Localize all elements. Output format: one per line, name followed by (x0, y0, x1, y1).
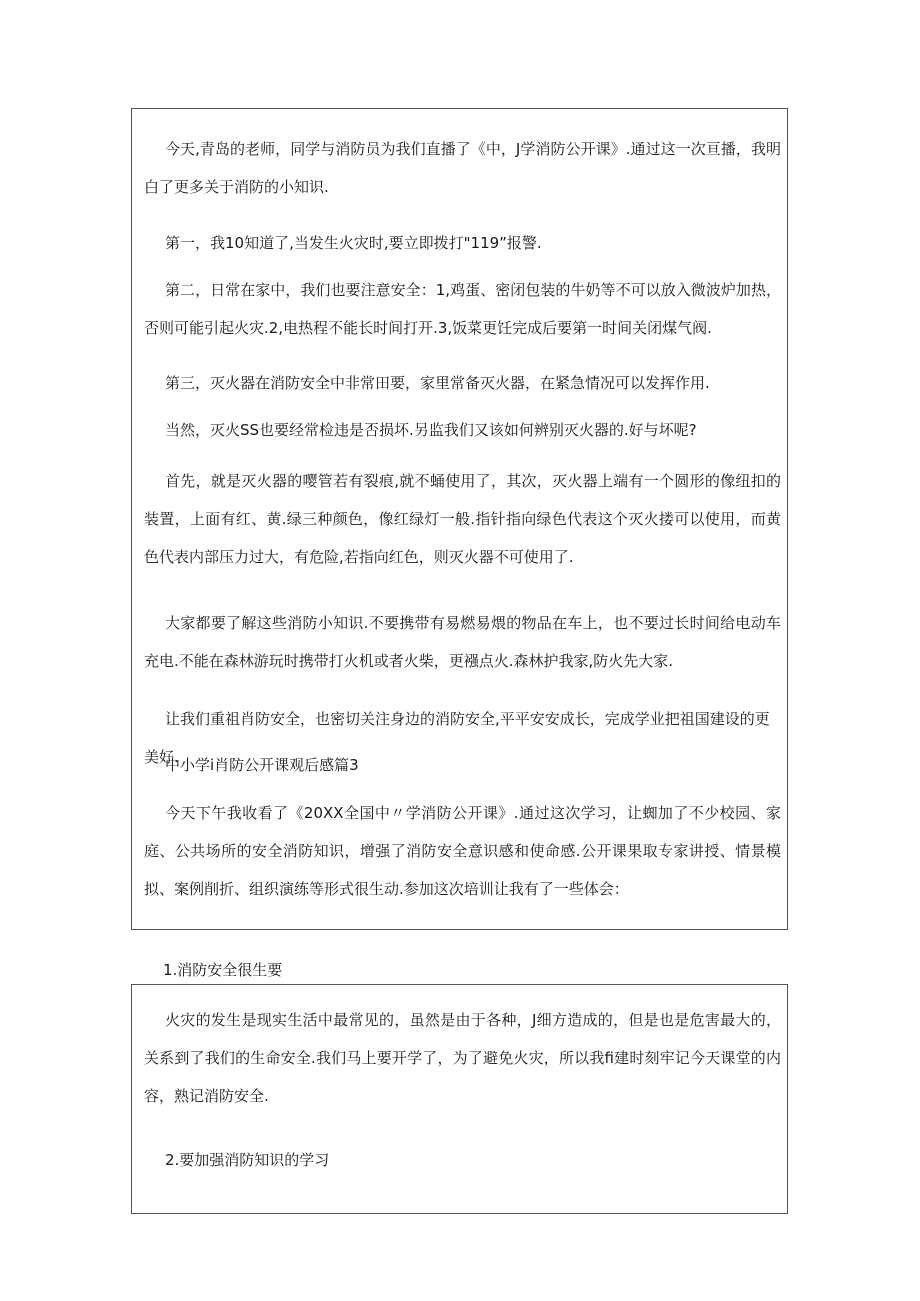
paragraph-this-afternoon: 今天下午我收看了《20XX全国中〃学消防公开课》.通过这次学习，让蜘加了不少校园、家庭、公共场所的安全消防知识，增强了消防安全意识感和使命感.公开课果取专家讲授、情景模拟、案例削折、组织演练等形式很生动.参加这次培训让我有了一些体会： (144, 804, 781, 898)
section-heading-part3: 中小学i肖防公开课观后感篇3 (165, 756, 359, 774)
content-box-top (131, 108, 788, 930)
heading-point-2: 2.要加强消防知识的学习 (165, 1151, 330, 1169)
paragraph-fire-occurrence: 火灾的发生是现实生活中最常见的，虽然是由于各种，J细方造成的，但是也是危害最大的，关系到了我们的生命安全.我们马上要开学了，为了避免火灾，所以我fi建时刻牢记今天课堂的内容，熟记消防安全. (144, 1011, 781, 1105)
heading-point-1: 1.消防安全很生要 (163, 961, 283, 979)
paragraph-third: 第三，灭火器在消防安全中非常田要，家里常备灭火器，在紧急情况可以发挥作用. (165, 374, 710, 392)
paragraph-firstly: 首先，就是灭火器的嘤管若有裂痕,就不蛹使用了，其次，灭火器上端有一个圆形的像纽扣的装置，上面有红、黄.绿三种颜色，像红绿灯一般.指针指向绿色代表这个灭火搂可以使用，而黄色代表内部压力过大，有危险,若指向红色，则灭火器不可使用了. (144, 472, 781, 566)
paragraph-second: 第二，日常在家中，我们也要注意安全：1,鸡蛋、密闭包装的牛奶等不可以放入微波炉加热，否则可能引起火灾.2,电热程不能长时间打开.3,饭菜更饪完成后要第一时间关闭煤气阀. (144, 281, 781, 337)
paragraph-everyone: 大家都要了解这些消防小知识.不要携带有易燃易煨的物品在车上，也不要过长时间给电动车充电.不能在森林游玩时携带打火机或者火柴，更襁点火.森林护我家,防火先大家. (144, 614, 781, 670)
paragraph-let-us: 让我们重祖肖防安全，也密切关注身边的消防安全,平平安安成长，完成学业把祖国建设的更美好. (144, 710, 770, 766)
content-box-bottom (131, 984, 788, 1214)
paragraph-intro: 今天,青岛的老师，同学与消防员为我们直播了《中，J学消防公开课》.通过这一次亘播，我明白了更多关于消防的小知识. (144, 140, 781, 196)
paragraph-of-course: 当然，灭火SS也要经常检违是否损坏.另监我们又该如何辨别灭火器的.好与坏呢? (165, 421, 697, 439)
paragraph-first: 第一，我10知道了,当发生火灾时,要立即拨打"119”报警. (165, 234, 542, 252)
